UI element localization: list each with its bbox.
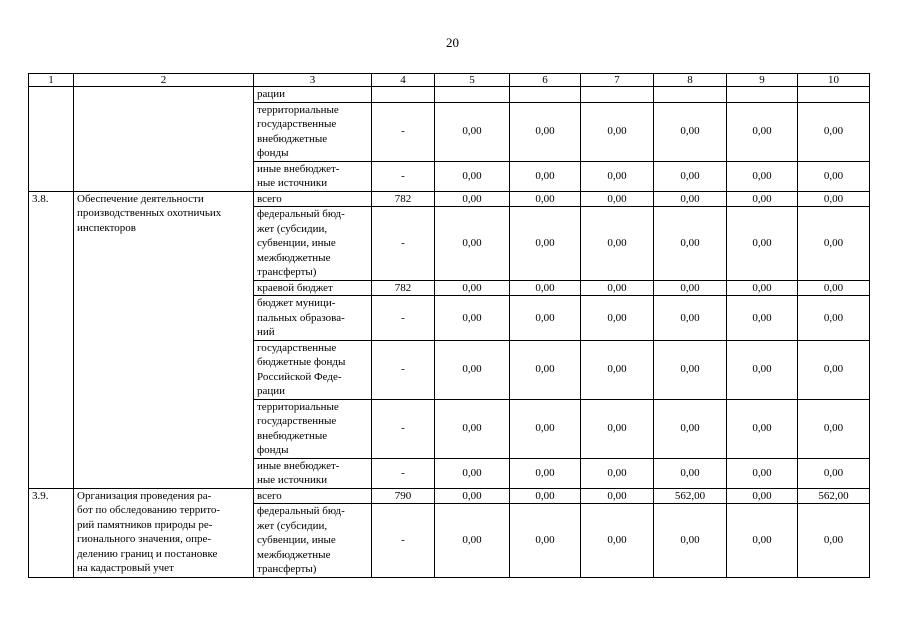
column-header: 10: [798, 74, 870, 87]
cell-col8: 0,00: [654, 504, 727, 578]
funding-source-cell: рации: [254, 87, 372, 103]
cell-col9: 0,00: [727, 458, 798, 488]
funding-source-cell: государственные бюджетные фонды Российской Феде- рации: [254, 340, 372, 399]
funding-source-cell: бюджет муници- пальных образова- ний: [254, 296, 372, 341]
cell-col10: 0,00: [798, 399, 870, 458]
cell-col7: 0,00: [581, 504, 654, 578]
cell-col5: 0,00: [435, 458, 510, 488]
cell-col7: 0,00: [581, 488, 654, 504]
cell-col5: 0,00: [435, 504, 510, 578]
cell-col6: 0,00: [510, 296, 581, 341]
cell-col8: 0,00: [654, 296, 727, 341]
cell-col10: 0,00: [798, 458, 870, 488]
cell-col6: 0,00: [510, 504, 581, 578]
cell-col8: 0,00: [654, 340, 727, 399]
cell-col4: -: [372, 399, 435, 458]
cell-col7: 0,00: [581, 191, 654, 207]
cell-col10: 562,00: [798, 488, 870, 504]
item-name-cell: [74, 87, 254, 192]
cell-col9: 0,00: [727, 504, 798, 578]
cell-col4: -: [372, 207, 435, 281]
cell-col8: 0,00: [654, 280, 727, 296]
column-header: 3: [254, 74, 372, 87]
cell-col10: 0,00: [798, 207, 870, 281]
cell-col9: 0,00: [727, 280, 798, 296]
cell-col4: 782: [372, 280, 435, 296]
column-header: 9: [727, 74, 798, 87]
cell-col9: 0,00: [727, 296, 798, 341]
cell-col10: 0,00: [798, 340, 870, 399]
cell-col4: 790: [372, 488, 435, 504]
table-row: [29, 488, 870, 504]
cell-col8: 0,00: [654, 161, 727, 191]
cell-col5: 0,00: [435, 207, 510, 281]
cell-col7: 0,00: [581, 102, 654, 161]
cell-col7: 0,00: [581, 458, 654, 488]
cell-col10: 0,00: [798, 280, 870, 296]
column-header: 4: [372, 74, 435, 87]
cell-col4: -: [372, 161, 435, 191]
cell-col4: -: [372, 504, 435, 578]
table-row: [29, 87, 870, 103]
cell-col6: 0,00: [510, 161, 581, 191]
column-header: 5: [435, 74, 510, 87]
column-header: 6: [510, 74, 581, 87]
cell-col10: 0,00: [798, 504, 870, 578]
cell-col6: [510, 87, 581, 103]
cell-col6: 0,00: [510, 191, 581, 207]
cell-col6: 0,00: [510, 458, 581, 488]
cell-col6: 0,00: [510, 488, 581, 504]
cell-col9: 0,00: [727, 399, 798, 458]
cell-col5: [435, 87, 510, 103]
cell-col7: 0,00: [581, 399, 654, 458]
item-name-cell: Обеспечение деятельности производственных охотничьих инспекторов: [74, 191, 254, 488]
cell-col4: -: [372, 340, 435, 399]
cell-col9: 0,00: [727, 340, 798, 399]
cell-col4: 782: [372, 191, 435, 207]
funding-source-cell: всего: [254, 191, 372, 207]
cell-col6: 0,00: [510, 340, 581, 399]
cell-col4: -: [372, 458, 435, 488]
funding-source-cell: иные внебюджет- ные источники: [254, 458, 372, 488]
funding-source-cell: федеральный бюд- жет (субсидии, субвенции, иные межбюджетные трансферты): [254, 207, 372, 281]
funding-source-cell: краевой бюджет: [254, 280, 372, 296]
funding-source-cell: территориальные государственные внебюджетные фонды: [254, 399, 372, 458]
cell-col8: 0,00: [654, 102, 727, 161]
cell-col5: 0,00: [435, 340, 510, 399]
cell-col5: 0,00: [435, 488, 510, 504]
page-number: 20: [446, 35, 459, 50]
cell-col8: 562,00: [654, 488, 727, 504]
funding-source-cell: всего: [254, 488, 372, 504]
cell-col10: [798, 87, 870, 103]
table-body: [29, 74, 870, 578]
cell-col4: -: [372, 296, 435, 341]
cell-col9: [727, 87, 798, 103]
cell-col5: 0,00: [435, 191, 510, 207]
cell-col9: 0,00: [727, 207, 798, 281]
cell-col5: 0,00: [435, 161, 510, 191]
cell-col6: 0,00: [510, 102, 581, 161]
budget-table: [28, 73, 870, 578]
cell-col10: 0,00: [798, 102, 870, 161]
cell-col4: [372, 87, 435, 103]
funding-source-cell: федеральный бюд- жет (субсидии, субвенции, иные межбюджетные трансферты): [254, 504, 372, 578]
header-row: [29, 74, 870, 87]
cell-col8: 0,00: [654, 191, 727, 207]
cell-col9: 0,00: [727, 488, 798, 504]
cell-col9: 0,00: [727, 161, 798, 191]
column-header: 1: [29, 74, 74, 87]
cell-col10: 0,00: [798, 161, 870, 191]
cell-col5: 0,00: [435, 280, 510, 296]
column-header: 2: [74, 74, 254, 87]
item-name-cell: Организация проведения ра- бот по обследованию террито- рий памятников природы ре- гионального значения, опре- делению границ и постановке на кадастровый учет: [74, 488, 254, 577]
cell-col8: 0,00: [654, 399, 727, 458]
column-header: 8: [654, 74, 727, 87]
cell-col10: 0,00: [798, 191, 870, 207]
cell-col4: -: [372, 102, 435, 161]
cell-col9: 0,00: [727, 102, 798, 161]
cell-col6: 0,00: [510, 399, 581, 458]
cell-col10: 0,00: [798, 296, 870, 341]
cell-col5: 0,00: [435, 102, 510, 161]
cell-col7: [581, 87, 654, 103]
cell-col8: [654, 87, 727, 103]
cell-col9: 0,00: [727, 191, 798, 207]
cell-col7: 0,00: [581, 207, 654, 281]
item-code-cell: 3.8.: [29, 191, 74, 488]
cell-col5: 0,00: [435, 296, 510, 341]
column-header: 7: [581, 74, 654, 87]
cell-col6: 0,00: [510, 207, 581, 281]
item-code-cell: 3.9.: [29, 488, 74, 577]
item-code-cell: [29, 87, 74, 192]
cell-col7: 0,00: [581, 161, 654, 191]
table-row: [29, 191, 870, 207]
cell-col7: 0,00: [581, 280, 654, 296]
cell-col7: 0,00: [581, 296, 654, 341]
cell-col8: 0,00: [654, 458, 727, 488]
cell-col7: 0,00: [581, 340, 654, 399]
funding-source-cell: иные внебюджет- ные источники: [254, 161, 372, 191]
cell-col5: 0,00: [435, 399, 510, 458]
cell-col6: 0,00: [510, 280, 581, 296]
funding-source-cell: территориальные государственные внебюджетные фонды: [254, 102, 372, 161]
cell-col8: 0,00: [654, 207, 727, 281]
